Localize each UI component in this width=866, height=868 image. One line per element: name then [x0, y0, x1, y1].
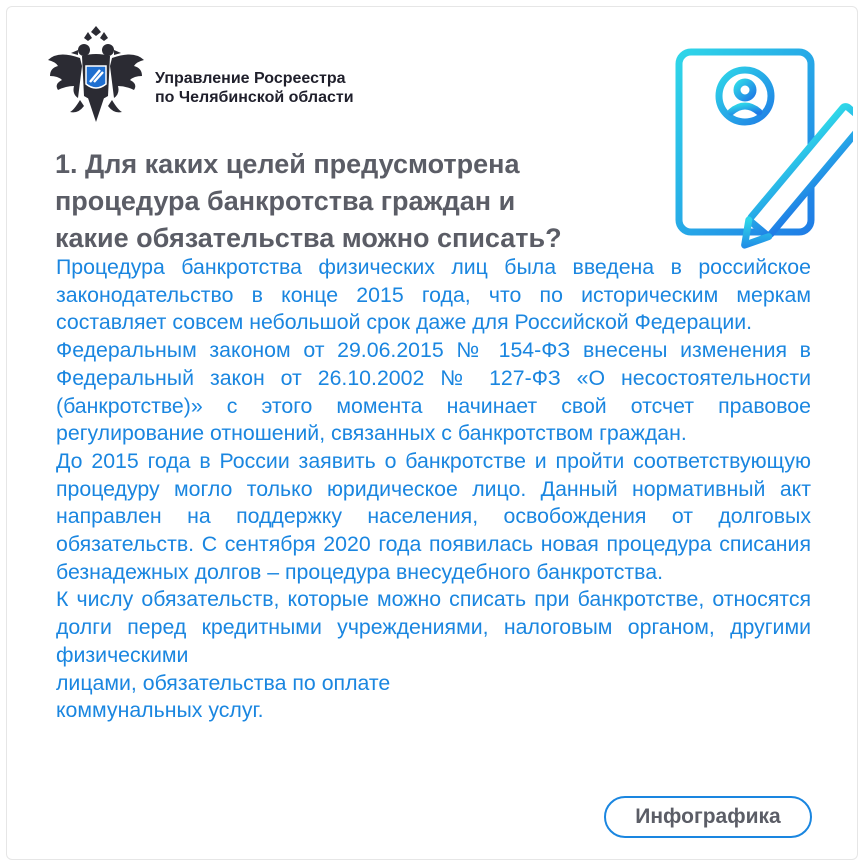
organization-name-line-1: Управление Росреестра — [155, 70, 346, 87]
paragraph-2: Федеральным законом от 29.06.2015 № 154-ФЗ внесены изменения в Федеральный закон от 26.10.2002 № 127-ФЗ «О несостоятельности (банкротстве)» с этого момента начинает свой отсчет правовое регулирование отношений, связанных с банкротством граждан. — [56, 338, 811, 446]
infographic-badge[interactable] — [604, 796, 812, 838]
paragraph-4-line-5: лицами, обязательства по оплате — [56, 670, 391, 695]
organization-name — [155, 69, 354, 107]
question-title-line-3: какие обязательства можно списать? — [55, 223, 562, 253]
question-title-line-2: процедура банкротства граждан и — [55, 186, 516, 216]
infographic-badge-label: Инфографика — [635, 805, 781, 828]
rosreestr-eagle-logo-icon — [44, 26, 148, 130]
organization-name-line-2: по Челябинской области — [155, 89, 354, 106]
paragraph-1: Процедура банкротства физических лиц была введена в российское законодательство в конце 2015 года, что по историческим меркам составляет совсем небольшой срок даже для Российской Федерации. — [56, 255, 811, 335]
paragraph-4: К числу обязательств, которые можно списать при банкротстве, относятся долги перед кредитными учреждениями, налоговым органом, другими физическими — [56, 587, 811, 667]
question-title-line-1: 1. Для каких целей предусмотрена — [55, 149, 520, 179]
paragraph-4-line-6: коммунальных услуг. — [56, 698, 264, 723]
answer-text — [56, 254, 811, 725]
paragraph-3: До 2015 года в России заявить о банкротстве и пройти соответствующую процедуру могло только юридическое лицо. Данный нормативный акт направлен на поддержку населения, освобождения от долговых обязательств. С сентября 2020 года появилась новая процедура списания безнадежных долгов – процедура внесудебного банкротства. — [56, 448, 811, 584]
question-title — [55, 146, 695, 257]
